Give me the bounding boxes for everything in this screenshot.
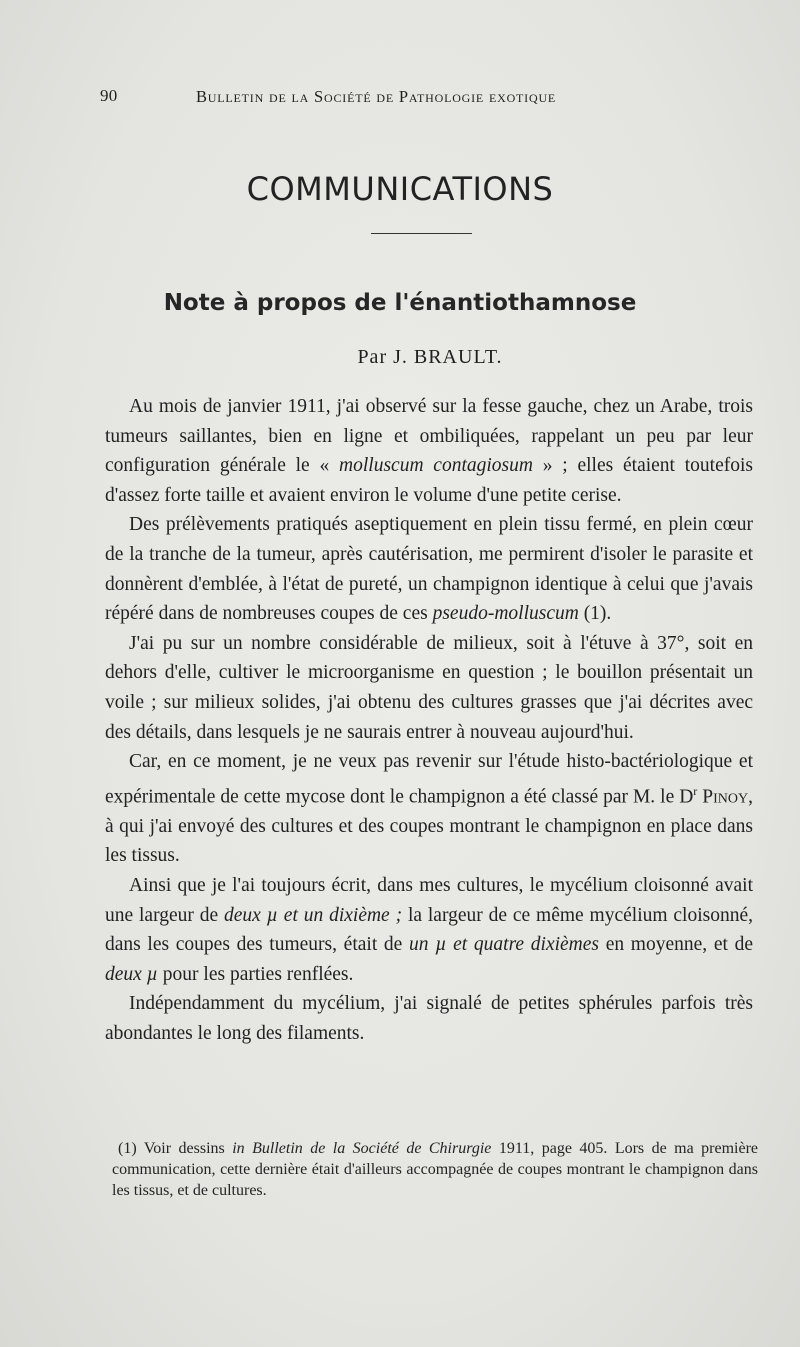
running-head xyxy=(100,86,700,110)
journal-title: Bulletin de la Société de Pathologie exotique xyxy=(196,87,557,106)
paragraph-3: J'ai pu sur un nombre considérable de milieux, soit à l'étuve à 37°, soit en dehors d'elle, cultiver le microorganisme en question ; le bouillon présentait un voile ; sur milieux solides, j'ai obtenu des cultures grasses que j'ai décrites avec des détails, dans lesquels je ne saurais entrer à nouveau aujourd'hui. xyxy=(105,632,753,743)
footnote: (1) Voir dessins in Bulletin de la Société de Chirurgie 1911, page 405. Lors de ma première communication, cette dernière était d'ailleurs accompagnée de coupes montrant le champignon dans les tissus, et de cultures. xyxy=(112,1140,759,1199)
heading-divider xyxy=(371,233,472,234)
paragraph-2: Des prélèvements pratiqués aseptiquement en plein tissu fermé, en plein cœur de la tranche de la tumeur, après cautérisation, me permirent d'isoler le parasite et donnèrent d'emblée, à l'état de pureté, un champignon identique à celui que j'avais répéré dans de nombreuses coupes de ces pseudo-molluscum (1). xyxy=(105,514,753,625)
paragraph-4: Car, en ce moment, je ne veux pas revenir sur l'étude histo-bactériologique et expérimentale de cette mycose dont le champignon a été classé par M. le $D^r$ Pinoy, à qui j'ai envoyé des cultures et des coupes montrant le champignon en place dans les tissus. xyxy=(105,751,753,867)
section-heading: COMMUNICATIONS xyxy=(246,170,554,208)
article-byline: Par J. BRAULT. xyxy=(357,346,503,368)
page-number: 90 xyxy=(100,86,118,105)
paragraph-6: Indépendamment du mycélium, j'ai signalé de petites sphérules parfois très abondantes le long des filaments. xyxy=(105,993,753,1044)
paragraph-5: Ainsi que je l'ai toujours écrit, dans mes cultures, le mycélium cloisonné avait une largeur de deux µ et un dixième ; la largeur de ce même mycélium cloisonné, dans les coupes des tumeurs, était de un µ et quatre dixièmes en moyenne, et de deux µ pour les parties renflées. xyxy=(105,875,753,985)
paragraph-1: Au mois de janvier 1911, j'ai observé sur la fesse gauche, chez un Arabe, trois tumeurs saillantes, bien en ligne et ombiliquées, rappelant un peu par leur configuration générale le « molluscum contagiosum » ; elles étaient toutefois d'assez forte taille et avaient environ le volume d'une petite cerise. xyxy=(105,396,753,506)
article-body xyxy=(105,392,753,1049)
article-title: Note à propos de l'énantiothamnose xyxy=(163,290,637,316)
